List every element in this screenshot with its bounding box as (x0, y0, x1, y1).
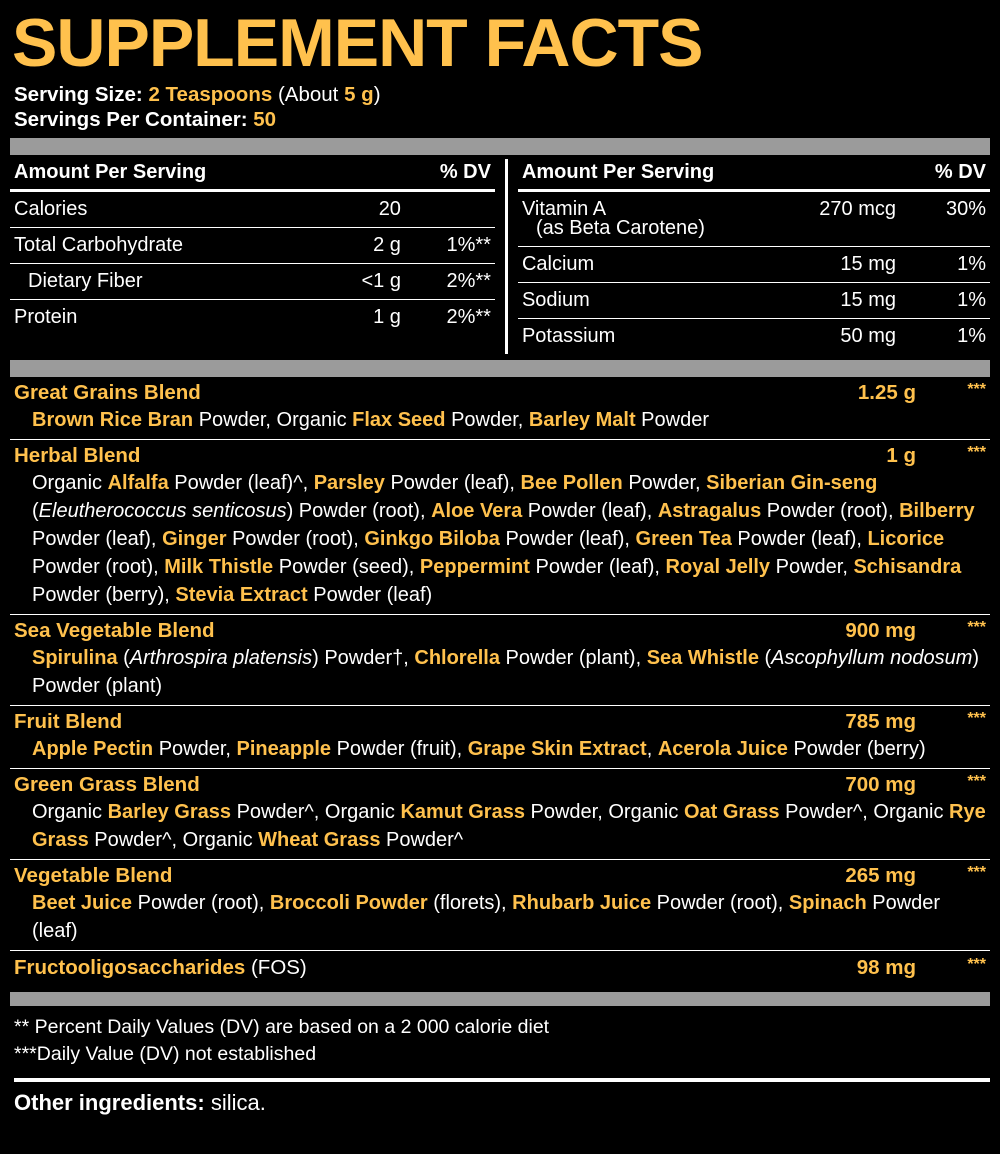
nutrient-dv: 1% (957, 253, 986, 275)
blend-name: Great Grains Blend (14, 381, 201, 404)
nutrient-name: Total Carbohydrate (14, 234, 183, 256)
nutrition-right-header-name: Amount Per Serving (521, 161, 715, 183)
blend-amount: 785 mg (845, 710, 916, 733)
table-row (10, 192, 495, 228)
blend-name: Vegetable Blend (14, 864, 173, 887)
table-row (10, 228, 495, 264)
blend-dv: *** (967, 444, 986, 461)
fos-name-suffix: (FOS) (250, 956, 307, 979)
nutrient-amount: 15 mg (840, 289, 896, 311)
nutrient-amount: <1 g (361, 270, 401, 292)
nutrient-dv: 30% (945, 198, 986, 220)
supplement-facts-panel (0, 6, 1000, 1154)
blend-name: Fruit Blend (14, 710, 123, 733)
fos-row (10, 951, 990, 986)
blends-section (10, 377, 990, 986)
nutrient-name: Protein (14, 306, 78, 328)
fos-amount: 98 mg (856, 956, 916, 979)
nutrient-dv: 2%** (446, 270, 491, 292)
nutrient-amount: 1 g (373, 306, 401, 328)
blend-dv: *** (967, 619, 986, 636)
blend-amount: 1.25 g (857, 381, 916, 404)
blend-green-grass (10, 769, 990, 860)
blend-fruit (10, 706, 990, 769)
nutrition-column-left (10, 159, 495, 354)
blend-dv: *** (967, 773, 986, 790)
blend-name: Herbal Blend (14, 444, 141, 467)
blend-ingredients: Organic Alfalfa Powder (leaf)^, Parsley Powder (leaf), Bee Pollen Powder, Siberian Gin-seng (Eleutherococcus senticosus) Powder (root), Aloe Vera Powder (leaf), Astragalus Powder (root), Bilberry Powder (leaf), Ginger Powder (root), Ginkgo Biloba Powder (leaf), Green Tea Powder (leaf), Licorice Powder (root), Milk Thistle Powder (seed), Peppermint Powder (leaf), Royal Jelly Powder, Schisandra Powder (berry), Stevia Extract Powder (leaf) (32, 472, 975, 606)
page-title: SUPPLEMENT FACTS (12, 5, 703, 81)
serving-size-line (14, 82, 992, 107)
footnote-dv-not-established: ***Daily Value (DV) not established (14, 1043, 317, 1065)
nutrient-subnote: (as Beta Carotene) (535, 217, 705, 239)
blend-amount: 700 mg (845, 773, 916, 796)
other-ingredients (14, 1078, 990, 1116)
nutrient-name: Potassium (521, 325, 616, 347)
blend-name: Green Grass Blend (14, 773, 200, 796)
blend-ingredients: Brown Rice Bran Powder, Organic Flax Seed Powder, Barley Malt Powder (32, 409, 709, 431)
footnote-dv-basis: ** Percent Daily Values (DV) are based on a 2 000 calorie diet (14, 1016, 550, 1038)
serving-size-about-pre: (About (277, 83, 345, 106)
blend-amount: 1 g (886, 444, 916, 467)
serving-size-label: Serving Size: (14, 83, 143, 106)
nutrient-amount: 2 g (373, 234, 401, 256)
nutrient-dv: 1%** (446, 234, 491, 256)
fos-dv: *** (967, 956, 986, 973)
nutrition-left-header-name: Amount Per Serving (14, 161, 207, 183)
nutrient-amount: 20 (378, 198, 401, 220)
nutrient-name: Calcium (521, 253, 595, 275)
nutrition-right-header-dv: % DV (934, 161, 986, 183)
blend-dv: *** (967, 381, 986, 398)
divider-bar-bottom (10, 992, 990, 1006)
blend-dv: *** (967, 710, 986, 727)
table-row (10, 300, 495, 335)
nutrition-left-header-dv: % DV (439, 161, 491, 183)
fos-name: Fructooligosaccharides (14, 956, 246, 979)
table-row (518, 283, 990, 319)
nutrient-name: Calories (14, 198, 88, 220)
servings-per-container-label: Servings Per Container: (14, 108, 248, 131)
table-row (518, 192, 990, 247)
blend-dv: *** (967, 864, 986, 881)
blend-vegetable (10, 860, 990, 951)
nutrient-amount: 15 mg (840, 253, 896, 275)
table-row (518, 247, 990, 283)
blend-great-grains (10, 377, 990, 440)
blend-amount: 265 mg (845, 864, 916, 887)
nutrient-name: Sodium (521, 289, 590, 311)
divider-bar-middle (10, 360, 990, 377)
blend-ingredients: Organic Barley Grass Powder^, Organic Kamut Grass Powder, Organic Oat Grass Powder^, Organic Rye Grass Powder^, Organic Wheat Grass Powder^ (32, 801, 986, 851)
table-row (10, 264, 495, 300)
blend-sea-vegetable (10, 615, 990, 706)
nutrient-name: Vitamin A (521, 198, 607, 220)
nutrient-amount: 50 mg (840, 325, 896, 347)
nutrition-table (10, 159, 990, 354)
other-ingredients-label: Other ingredients: (14, 1090, 205, 1115)
nutrition-left-header (10, 159, 495, 192)
blend-name: Sea Vegetable Blend (14, 619, 215, 642)
servings-per-container-line (14, 107, 992, 132)
nutrient-name: Dietary Fiber (28, 270, 143, 292)
blend-amount: 900 mg (845, 619, 916, 642)
footnotes (14, 1014, 990, 1068)
divider-bar-top (10, 138, 990, 155)
blend-ingredients: Beet Juice Powder (root), Broccoli Powder (florets), Rhubarb Juice Powder (root), Spinach Powder (leaf) (32, 892, 941, 942)
table-row (518, 319, 990, 354)
serving-size-value: 2 Teaspoons (148, 83, 273, 106)
blend-ingredients: Apple Pectin Powder, Pineapple Powder (fruit), Grape Skin Extract, Acerola Juice Powder (berry) (32, 738, 926, 760)
blend-herbal (10, 440, 990, 615)
serving-size-about-value: 5 g (344, 83, 374, 106)
nutrient-dv: 1% (957, 289, 986, 311)
nutrient-amount: 270 mcg (819, 198, 896, 220)
nutrient-dv: 2%** (446, 306, 491, 328)
servings-per-container-value: 50 (253, 108, 277, 131)
blend-ingredients: Spirulina (Arthrospira platensis) Powder†, Chlorella Powder (plant), Sea Whistle (Ascophyllum nodosum) Powder (plant) (32, 647, 980, 697)
nutrition-column-right (505, 159, 990, 354)
nutrient-dv: 1% (957, 325, 986, 347)
serving-size-about-post: ) (373, 83, 381, 106)
other-ingredients-value: silica. (210, 1090, 266, 1115)
nutrition-right-header (518, 159, 990, 192)
